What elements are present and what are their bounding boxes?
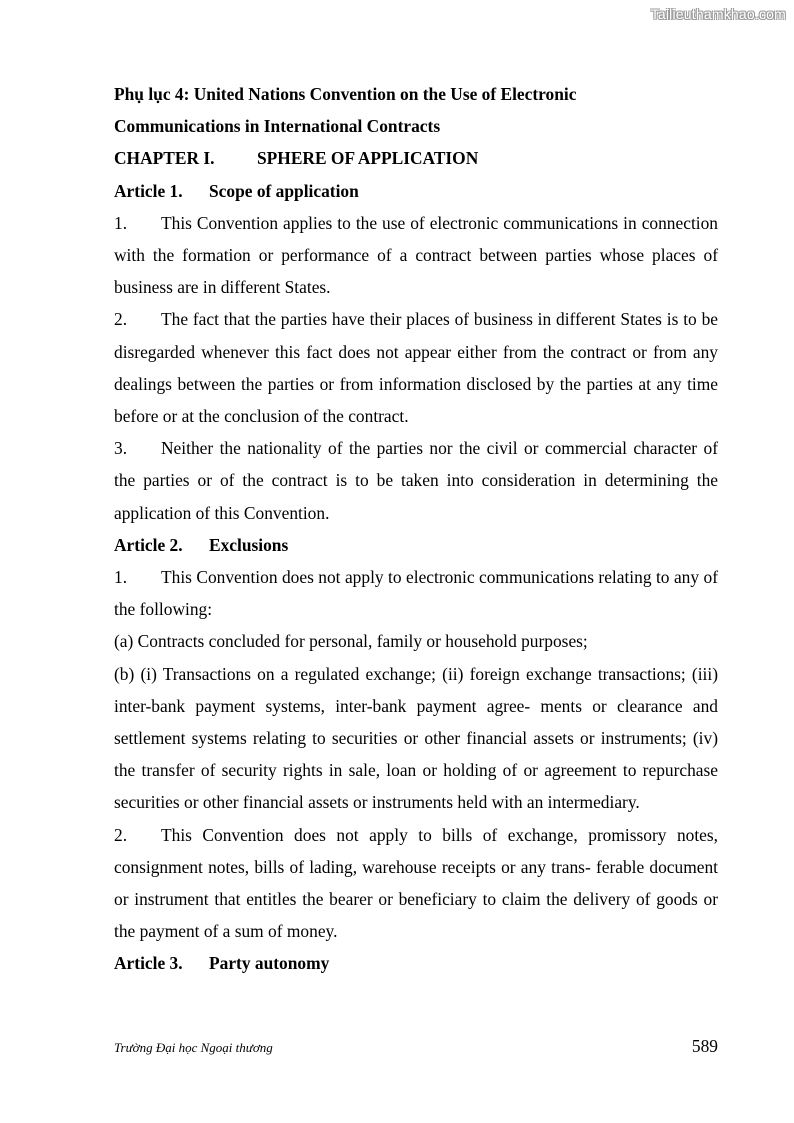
- watermark: Tailieuthamkhao.com: [650, 6, 786, 22]
- chapter-heading: [114, 142, 718, 174]
- document-title-line2: Communications in International Contracts: [114, 116, 441, 137]
- chapter-name: SPHERE OF APPLICATION: [257, 148, 479, 169]
- paragraph-text: This Convention does not apply to bills of exchange, promissory notes, consignment notes, bills of lading, warehouse receipts or any trans- ferable document or instrument that entitles the bearer or beneficiary to claim the delivery of goods or the payment of a sum of money.: [114, 824, 718, 942]
- page-footer: [114, 1036, 718, 1064]
- article-1-paragraph-2: [114, 303, 718, 432]
- article-3-heading: [114, 947, 718, 979]
- article-1-number: Article 1.: [114, 180, 183, 201]
- paragraph-text: This Convention applies to the use of electronic communications in connection with the formation or performance of a contract between parties whose places of business are in different States.: [114, 212, 718, 298]
- article-1-paragraph-1: [114, 207, 718, 304]
- paragraph-number: 2.: [114, 309, 128, 330]
- paragraph-number: 2.: [114, 824, 128, 845]
- article-3-name: Party autonomy: [209, 953, 330, 974]
- document-body: [114, 78, 718, 980]
- footer-school-name: Trường Đại học Ngoại thương: [114, 1040, 273, 1055]
- article-2-paragraph-1: [114, 561, 718, 625]
- page-number: 589: [691, 1036, 718, 1056]
- article-1-name: Scope of application: [209, 180, 359, 201]
- article-2-heading: [114, 529, 718, 561]
- paragraph-number: 1.: [114, 212, 128, 233]
- article-2-paragraph-2: [114, 819, 718, 948]
- article-1-paragraph-3: [114, 432, 718, 529]
- article-1-heading: [114, 175, 718, 207]
- article-2-item-a: (a) Contracts concluded for personal, family or household purposes;: [114, 631, 588, 652]
- article-2-item-b: (b) (i) Transactions on a regulated exchange; (ii) foreign exchange transactions; (iii) inter-bank payment systems, inter-bank payment agree- ments or clearance and settlement systems relating to securities or other financial assets or instruments; (iv) the transfer of security rights in sale, loan or holding of or agreement to repurchase securities or other financial assets or instruments held with an intermediary.: [114, 663, 718, 813]
- paragraph-text: The fact that the parties have their places of business in different States is to be disregarded whenever this fact does not appear either from the contract or from any dealings between the parties or from information disclosed by the parties at any time before or at the conclusion of the contract.: [114, 309, 718, 427]
- paragraph-text: Neither the nationality of the parties nor the civil or commercial character of the parties or of the contract is to be taken into consideration in determining the application of this Convention.: [114, 438, 718, 523]
- document-title-line1: Phụ lục 4: United Nations Convention on the Use of Electronic: [114, 84, 577, 104]
- article-3-number: Article 3.: [114, 953, 183, 974]
- paragraph-text: This Convention does not apply to electronic communications relating to any of the following:: [114, 567, 718, 620]
- chapter-number: CHAPTER I.: [114, 148, 215, 169]
- paragraph-number: 3.: [114, 438, 128, 459]
- article-2-name: Exclusions: [209, 534, 289, 555]
- article-2-number: Article 2.: [114, 534, 183, 555]
- paragraph-number: 1.: [114, 567, 128, 588]
